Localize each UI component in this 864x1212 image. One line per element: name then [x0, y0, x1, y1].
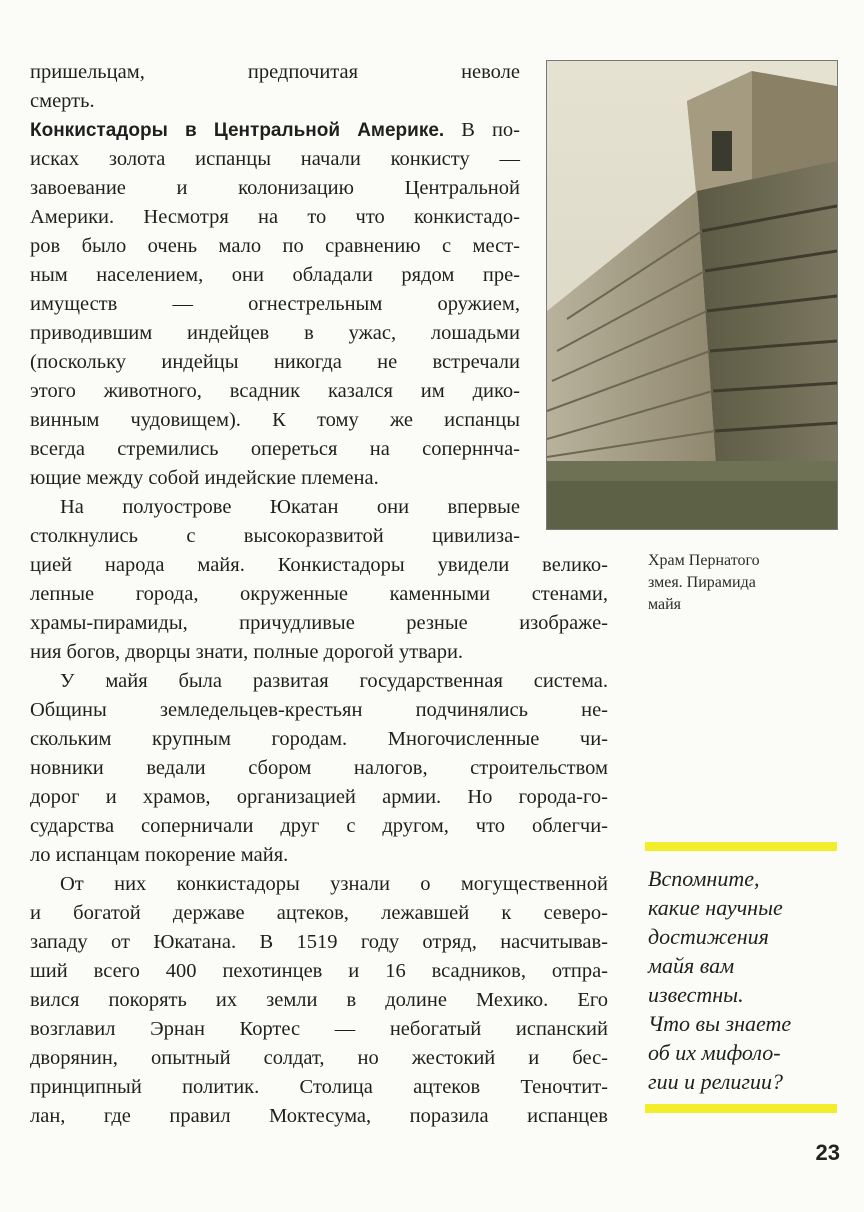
text-line: принципный политик. Столица ацтеков Теночтит-	[30, 1076, 608, 1098]
section-heading: Конкистадоры в Центральной Америке.	[30, 120, 445, 141]
caption-line: Храм Пернатого	[648, 552, 760, 569]
highlight-bar-bottom	[645, 1104, 837, 1113]
question-line: Вспомните,	[648, 866, 760, 891]
text-line: ший всего 400 пехотинцев и 16 всадников, отпра-	[30, 960, 608, 982]
text-line: сударства соперничали друг с другом, что облегчи-	[30, 815, 608, 837]
text-line: всегда стремились опереться на соперннча-	[30, 438, 520, 460]
text-line: ния богов, дворцы знати, полные дорогой утвари.	[30, 641, 464, 663]
text-line: храмы-пирамиды, причудливые резные изображе-	[30, 612, 608, 634]
question-line: достижения	[648, 924, 769, 949]
text-line: вился покорять их земли в долине Мехико. Его	[30, 989, 608, 1011]
text-line: скольким крупным городам. Многочисленные чи-	[30, 728, 608, 750]
text-line: ров было очень мало по сравнению с мест-	[30, 235, 520, 257]
text-line: дворянин, опытный солдат, но жестокий и бес-	[30, 1047, 608, 1069]
question-line: гии и религии?	[648, 1069, 783, 1094]
text-line: Америки. Несмотря на то что конкистадо-	[30, 206, 520, 228]
page-number: 23	[815, 1140, 840, 1165]
paragraph-first-line: У майя была развитая государственная система.	[60, 670, 608, 692]
text-line: лепные города, окруженные каменными стенами,	[30, 583, 608, 605]
text-line: завоевание и колонизацию Центральной	[30, 177, 520, 199]
question-line: какие научные	[648, 895, 783, 920]
text-line-with-heading	[30, 116, 520, 145]
pyramid-photo	[546, 60, 838, 530]
text-line: смерть.	[30, 90, 95, 112]
text-line: Общины земледельцев-крестьян подчинялись не-	[30, 699, 608, 721]
paragraph-first-line: На полуострове Юкатан они впервые	[60, 496, 520, 518]
text-line: ным населением, они обладали рядом пре-	[30, 264, 520, 286]
text-line: дорог и храмов, организацией армии. Но города-го-	[30, 786, 608, 808]
text-line: возглавил Эрнан Кортес — небогатый испанский	[30, 1018, 608, 1040]
highlight-bar-top	[645, 842, 837, 851]
question-line: известны.	[648, 982, 744, 1007]
text-line: и богатой державе ацтеков, лежавшей к северо-	[30, 902, 608, 924]
text-line: столкнулись с высокоразвитой цивилиза-	[30, 525, 520, 547]
question-line: Что вы знаете	[648, 1011, 792, 1036]
text-line: ло испанцам покорение майя.	[30, 844, 289, 866]
text-line: имуществ — огнестрельным оружием,	[30, 293, 520, 315]
paragraph-first-line: От них конкистадоры узнали о могущественной	[60, 873, 608, 895]
caption-line: змея. Пирамида	[648, 574, 756, 591]
text-fragment: В по-	[444, 119, 520, 141]
photo-caption	[648, 550, 838, 616]
text-line: винным чудовищем). К тому же испанцы	[30, 409, 520, 431]
text-line: лан, где правил Моктесума, поразила испанцев	[30, 1105, 608, 1127]
text-line: (поскольку индейцы никогда не встречали	[30, 351, 520, 373]
text-line: цией народа майя. Конкистадоры увидели велико-	[30, 554, 608, 576]
text-line: новники ведали сбором налогов, строительством	[30, 757, 608, 779]
text-line: пришельцам, предпочитая неволе	[30, 61, 520, 83]
question-line: об их мифоло-	[648, 1040, 781, 1065]
text-line: ющие между собой индейские племена.	[30, 467, 379, 489]
question-line: майя вам	[648, 953, 735, 978]
caption-line: майя	[648, 596, 682, 613]
text-line: этого животного, всадник казался им дико-	[30, 380, 520, 402]
text-line: приводившим индейцев в ужас, лошадьми	[30, 322, 520, 344]
text-line: западу от Юкатана. В 1519 году отряд, насчитывав-	[30, 931, 608, 953]
text-line: исках золота испанцы начали конкисту —	[30, 148, 520, 170]
